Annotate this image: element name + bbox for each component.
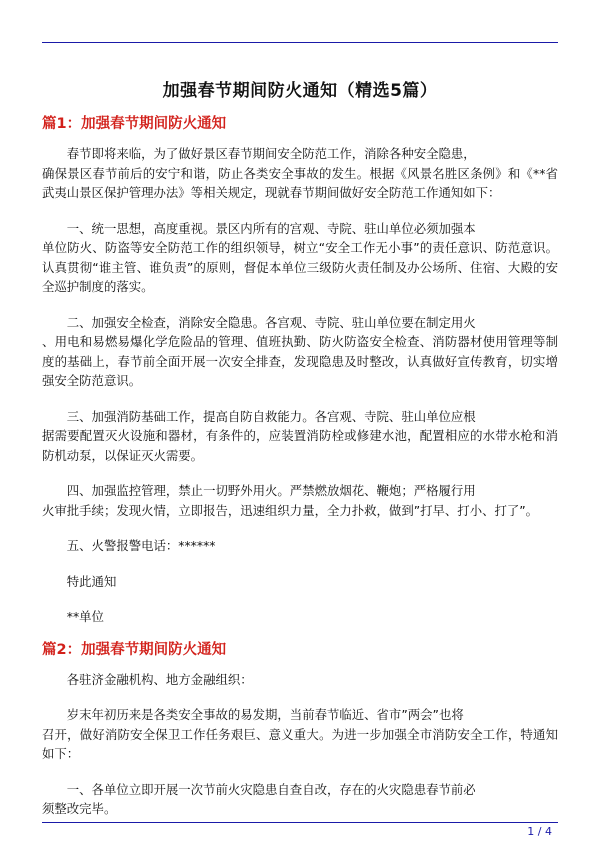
bottom-rule [42, 822, 558, 823]
section-heading-1: 篇1：加强春节期间防火通知 [42, 116, 227, 132]
top-rule [42, 42, 558, 43]
document-body [42, 114, 558, 819]
section-heading-2: 篇2：加强春节期间防火通知 [42, 641, 227, 658]
paragraph-notice: 特此通知 [42, 573, 117, 589]
document-title: 加强春节期间防火通知（精选5篇） [162, 81, 438, 101]
paragraph-background: 岁末年初历来是各类安全事故的易发期，当前春节临近、省市”两会”也将 召开，做好消防安全保卫工作任务艰巨、意义重大。为进一步加强全市消防安全工作，特通知如下： [42, 707, 558, 761]
paragraph-item-3: 三、加强消防基础工作，提高自防自救能力。各宫观、寺院、驻山单位应根 据需要配置灭火设施和器材，有条件的，应装置消防栓或修建水池，配置相应的水带水枪和消防机动泵，以保证灭火需要。 [42, 408, 558, 463]
paragraph-addressee: 各驻济金融机构、地方金融组织： [42, 671, 253, 687]
page-number: 1 / 4 [527, 825, 552, 838]
paragraph-signature: **单位 [42, 609, 104, 624]
paragraph-requirement-1: 一、各单位立即开展一次节前火灾隐患自查自改，存在的火灾隐患春节前必 须整改完毕。 [42, 781, 476, 816]
paragraph-item-4: 四、加强监控管理，禁止一切野外用火。严禁燃放烟花、鞭炮；严格履行用 火审批手续；发现火情，立即报告，迅速组织力量，全力扑救，做到”打早、打小、打了”。 [42, 483, 539, 518]
paragraph-item-2: 二、加强安全检查，消除安全隐患。各宫观、寺院、驻山单位要在制定用火 、用电和易燃易爆化学危险品的管理、值班执勤、防火防盗安全检查、消防器材使用管理等制度的基础上，春节前全面开展一次安全排查，发现隐患及时整改，认真做好宣传教育，切实增强安全防范意识。 [42, 314, 558, 388]
paragraph-fire-phone: 五、火警报警电话：****** [42, 538, 216, 553]
paragraph-intro: 春节即将来临，为了做好景区春节期间安全防范工作，消除各种安全隐患， 确保景区春节前后的安宁和谐，防止各类安全事故的发生。根据《风景名胜区条例》和《**省武夷山景区保护管理办法》等相关规定，现就春节期间做好安全防范工作通知如下： [42, 146, 558, 200]
paragraph-item-1: 一、统一思想，高度重视。景区内所有的宫观、寺院、驻山单位必须加强本 单位防火、防盗等安全防范工作的组织领导，树立“安全工作无小事”的责任意识、防范意识。认真贯彻“谁主管、谁负责”的原则，督促本单位三级防火责任制及办公场所、住宿、大殿的安全巡护制度的落实。 [42, 220, 558, 294]
